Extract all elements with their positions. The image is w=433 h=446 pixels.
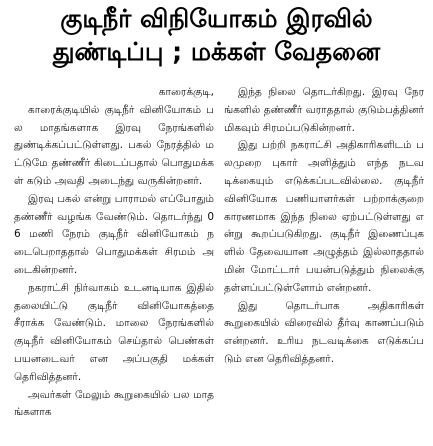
paragraph: இது பற்றி நகராட்சி அதிகாரிகளிடம் பலமுறை புகார் அளித்தும் எந்த நடவடிக்கையும் எடுக்கப்படவில்லை. குடிநீர் வினியோக பணியாளர்கள் பற்றாக்குறை காரணமாக இந்த நிலை ஏற்பட்டுள்ளது என்று கூறப்படுகிறது. குடிநீர் இணைப்புகளில் தேவையான அழுத்தம் இல்லாததால் மின் மோட்டார் பயன்படுத்தும் நிலைக்கு தள்ளப்பட்டுள்ளோம் என்றனர்.	[224, 139, 424, 294]
paragraph: காரைக்குடியில் குடிநீர் வினியோகம் பல மாதங்களாக இரவு நேரங்களில் துண்டிக்கப்பட்டுள்ளது. பகல் நேரத்தில் மட்டுமே தண்ணீர் கிடைப்பதால் பொதுமக்கள் கடும் அவதி அடைந்து வருகின்றனர்.	[14, 103, 214, 187]
paragraph: நகராட்சி நிர்வாகம் உடனடியாக இதில் தலையிட்டு குடிநீர் வினியோகத்தை சீராக்க வேண்டும். மாலை நேரங்களில் குடிநீர் வினியோகம் செய்தால் பெண்கள் பயனடைவர் என அப்பகுதி மக்கள் தெரிவித்தனர்.	[14, 281, 214, 383]
paragraph: இது தொடர்பாக அதிகாரிகள் கூறுகையில் விரைவில் தீர்வு காணப்படும் என்றனர். உரிய நடவடிக்கை எடுக்கப்படும் என தெரிவித்தனர்.	[224, 299, 424, 365]
article-column-right	[224, 84, 424, 444]
dateline: காரைக்குடி,	[158, 86, 214, 98]
paragraph: இரவு பகல் என்று பாராமல் எப்போதும் தண்ணீர் வழங்க வேண்டும். தொடர்ந்து 06 மணி நேரம் குடிநீர் வினியோகம் நடைபெறாததால் பொதுமக்கள் சிரமம் அடைகின்றனர்.	[14, 192, 214, 276]
headline-line-2: துண்டிப்பு ; மக்கள் வேதனை	[52, 37, 381, 66]
paragraph: இந்த நிலை தொடர்கிறது. இரவு நேரங்களில் தண்ணீர் வராததால் குடும்பத்தினர் மிகவும் சிரமப்படுகின்றனர்.	[224, 86, 424, 134]
paragraph: அவர்கள் மேலும் கூறுகையில் பல மாதங்களாக	[14, 388, 214, 419]
article-column-left	[14, 84, 214, 444]
headline-line-1: குடிநீர் விநியோகம் இரவில்	[60, 4, 373, 33]
